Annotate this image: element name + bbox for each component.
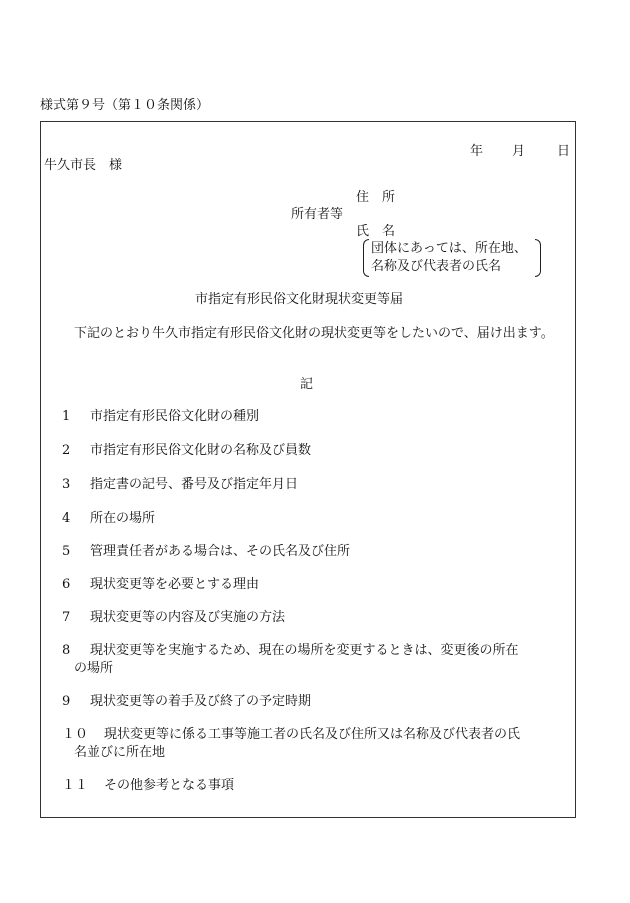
- item-number: １１: [62, 778, 89, 793]
- item-number: 4: [62, 511, 71, 526]
- owner-name-label: 氏 名: [356, 224, 396, 239]
- list-item: [62, 510, 572, 528]
- item-number: 5: [62, 544, 71, 559]
- item-text: 現状変更等の内容及び実施の方法: [90, 610, 286, 625]
- item-number: 9: [62, 694, 71, 709]
- addressee: 牛久市長 様: [44, 158, 123, 173]
- item-number: １０: [62, 727, 89, 742]
- owner-label: 所有者等: [291, 207, 344, 222]
- item-text: 現状変更等を必要とする理由: [90, 577, 260, 592]
- item-text: 市指定有形民俗文化財の種別: [90, 409, 260, 424]
- item-text: 管理責任者がある場合は、その氏名及び住所: [90, 544, 351, 559]
- item-text: 現状変更等に係る工事等施工者の氏名及び住所又は名称及び代表者の氏: [104, 727, 521, 742]
- document-title: 市指定有形民俗文化財現状変更等届: [195, 292, 404, 307]
- bracket-right: [535, 239, 541, 277]
- item-text: 市指定有形民俗文化財の名称及び員数: [90, 443, 312, 458]
- list-item: [62, 408, 572, 426]
- item-text: 所在の場所: [90, 511, 156, 526]
- list-item: [62, 726, 572, 762]
- note-line-2: 名称及び代表者の氏名: [371, 259, 502, 274]
- item-text-continued: の場所: [74, 661, 114, 676]
- form-frame: [40, 121, 576, 818]
- item-text: 指定書の記号、番号及び指定年月日: [90, 477, 299, 492]
- list-item: [62, 442, 572, 460]
- item-number: 7: [62, 610, 71, 625]
- item-number: 3: [62, 477, 71, 492]
- date-day: 日: [557, 144, 571, 159]
- item-text: 現状変更等を実施するため、現在の場所を変更するときは、変更後の所在: [90, 643, 519, 658]
- item-text: 現状変更等の着手及び終了の予定時期: [90, 694, 312, 709]
- list-item: [62, 576, 572, 594]
- item-text-continued: 名並びに所在地: [74, 745, 166, 760]
- list-item: [62, 543, 572, 561]
- owner-address-label: 住 所: [356, 190, 396, 205]
- list-item: [62, 693, 572, 711]
- list-item: [62, 476, 572, 494]
- date-year: 年: [470, 144, 484, 159]
- date-month: 月: [512, 144, 526, 159]
- body-paragraph: 下記のとおり牛久市指定有形民俗文化財の現状変更等をしたいので、届け出ます。: [74, 326, 554, 341]
- organization-note: [363, 239, 541, 277]
- item-number: 8: [62, 643, 71, 658]
- item-number: 6: [62, 577, 71, 592]
- list-item: [62, 609, 572, 627]
- ki-heading: 記: [300, 377, 314, 392]
- item-number: 1: [62, 409, 71, 424]
- note-line-1: 団体にあっては、所在地、: [371, 241, 527, 256]
- item-number: 2: [62, 443, 71, 458]
- list-item: [62, 777, 572, 795]
- list-item: [62, 642, 572, 678]
- form-number: 様式第９号（第１０条関係）: [40, 98, 210, 113]
- bracket-left: [363, 239, 369, 277]
- item-text: その他参考となる事項: [104, 778, 235, 793]
